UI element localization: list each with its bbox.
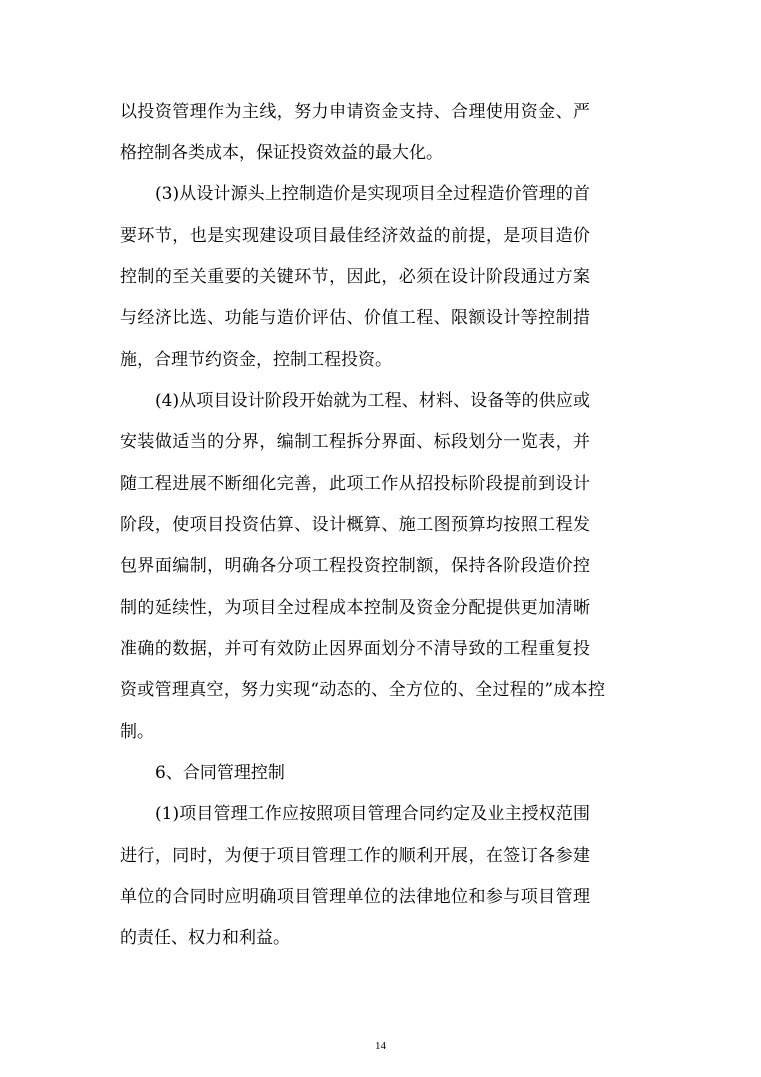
paragraph-line: 施，合理节约资金，控制工程投资。 xyxy=(120,350,392,370)
paragraph-line: 以投资管理作为主线，努力申请资金支持、合理使用资金、严 xyxy=(120,102,590,122)
paragraph-line: 随工程进展不断细化完善，此项工作从招投标阶段提前到设计 xyxy=(120,474,590,494)
paragraph-line: 要环节，也是实现建设项目最佳经济效益的前提，是项目造价 xyxy=(120,226,590,246)
section-heading: 6、合同管理控制 xyxy=(155,763,285,783)
paragraph-line: (3)从设计源头上控制造价是实现项目全过程造价管理的首 xyxy=(155,184,590,204)
paragraph-line: 的责任、权力和利益。 xyxy=(120,928,290,948)
paragraph-line: (4)从项目设计阶段开始就为工程、材料、设备等的供应或 xyxy=(155,391,590,411)
paragraph-line: 制的延续性，为项目全过程成本控制及资金分配提供更加清晰 xyxy=(120,598,590,618)
paragraph-line: 准确的数据，并可有效防止因界面划分不清导致的工程重复投 xyxy=(120,639,590,659)
paragraph-line: 与经济比选、功能与造价评估、价值工程、限额设计等控制措 xyxy=(120,308,590,328)
paragraph-line: 格控制各类成本，保证投资效益的最大化。 xyxy=(120,143,443,163)
paragraph-line: (1)项目管理工作应按照项目管理合同约定及业主授权范围 xyxy=(155,804,590,824)
paragraph-line: 包界面编制，明确各分项工程投资控制额，保持各阶段造价控 xyxy=(120,556,590,576)
paragraph-line: 控制的至关重要的关键环节，因此，必须在设计阶段通过方案 xyxy=(120,267,590,287)
page-number: 14 xyxy=(375,1040,386,1052)
paragraph-line: 进行，同时，为便于项目管理工作的顺利开展，在签订各参建 xyxy=(120,846,590,866)
paragraph-line: 制。 xyxy=(120,722,154,742)
paragraph-line: 资或管理真空，努力实现“动态的、全方位的、全过程的”成本控 xyxy=(120,680,605,700)
paragraph-line: 安装做适当的分界，编制工程拆分界面、标段划分一览表，并 xyxy=(120,432,590,452)
paragraph-line: 单位的合同时应明确项目管理单位的法律地位和参与项目管理 xyxy=(120,887,590,907)
paragraph-line: 阶段，使项目投资估算、设计概算、施工图预算均按照工程发 xyxy=(120,515,590,535)
